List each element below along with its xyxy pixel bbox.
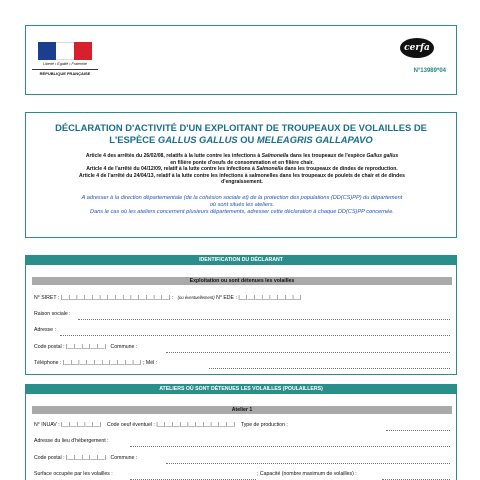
mel-field[interactable] [209, 368, 450, 369]
siret-input[interactable]: |__|__|__|__|__|__|__|__|__|__|__|__|__|__| [60, 295, 171, 301]
ede-input[interactable]: |__|__|__|__|__|__|__|__| [238, 295, 302, 301]
logo-motto: Liberté • Égalité • Fraternité [43, 62, 87, 66]
telephone-row: Téléphone : |__|__|__|__|__|__|__|__|__|__| ; Mél : [34, 360, 158, 366]
capacite-row: ; Capacité (nombre maximum de volailles) : [257, 471, 357, 477]
adresse-field[interactable] [60, 335, 450, 336]
submission-note: A adresser à la direction départementale (de la cohésion sociale et) de la protection des populations (DD(CS)PP) du département où sont situés les ateliers. Dans le cas où les ateliers concernent plusieurs départements, adresser cette déclaration à chaque DD(CS)PP concernée. [81, 195, 403, 216]
marianne-logo [32, 40, 98, 80]
article-line: d'engraissement. [221, 179, 263, 186]
article-line: Article 4 de l'arrêté du 24/04/13, relatif à la lutte contre les infections à salmonelles dans les troupeaux de poulets de chair et de dindes [79, 172, 405, 179]
code-postal-input[interactable]: |__|__|__|__|__| [66, 344, 107, 350]
adresse-hebergement-field[interactable] [130, 446, 450, 447]
raison-sociale-field[interactable] [78, 319, 450, 320]
atelier-subbar: Atelier 1 [32, 406, 452, 414]
article-line: Article 4 de l'arrêté du 04/12/09, relatif à la lutte contre les infections à Salmonella dans les troupeaux de dindes de reproduction. [86, 166, 398, 173]
inuav-row: N° INUAV : |__|__|__|__|__| Code oeuf éventuel : |__|__|__|__|__|__|__|__|__|__| Type de production : [34, 422, 288, 428]
cp-row: Code postal : |__|__|__|__|__| Commune : [34, 344, 138, 350]
raison-row: Raison sociale : [34, 311, 71, 317]
siret-row: N° SIRET : |__|__|__|__|__|__|__|__|__|__|__|__|__|__| : (ou éventuellement) N° EDE : |__|__|__|__|__|__|__|__| [34, 295, 302, 301]
code-oeuf-input[interactable]: |__|__|__|__|__|__|__|__|__|__| [156, 422, 236, 428]
inuav-input[interactable]: |__|__|__|__|__| [61, 422, 102, 428]
ateliers-section [25, 384, 457, 480]
french-flag-icon [38, 42, 92, 60]
type-production-field[interactable] [386, 430, 450, 431]
commune-field[interactable] [166, 352, 450, 353]
section-subbar: Exploitation ou sont détenues les volailles [32, 277, 452, 285]
adresse-row: Adresse : [34, 327, 56, 333]
title-box [25, 112, 457, 238]
form-title: DÉCLARATION D'ACTIVITÉ D'UN EXPLOITANT DE TROUPEAUX DE VOLAILLES DE L'ESPÈCE GALLUS GALLUS OU MELEAGRIS GALLAPAVO [55, 122, 427, 145]
section-banner: ATELIERS OÙ SONT DÉTENUES LES VOLAILLES (POULAILLERS) [26, 385, 456, 394]
section-banner: IDENTIFICATION DU DÉCLARANT [26, 256, 456, 265]
telephone-input[interactable]: |__|__|__|__|__|__|__|__|__|__| [62, 360, 142, 366]
legal-articles [46, 153, 438, 186]
atelier-cp-row: Code postal : |__|__|__|__|__| Commune : [34, 455, 138, 461]
logo-republic: RÉPUBLIQUE FRANÇAISE [32, 69, 98, 76]
form-number: N°13989*04 [413, 68, 446, 74]
surface-row: Surface occupée par les volailles : [34, 471, 113, 477]
identification-section [25, 255, 457, 375]
cerfa-logo: cerfa [400, 38, 434, 58]
article-line: en filière ponte d'oeufs de consommation et en filière chair. [170, 159, 314, 166]
atelier-code-postal-input[interactable]: |__|__|__|__|__| [66, 455, 107, 461]
article-line: Article 4 des arrêtés du 26/02/08, relatifs à la lutte contre les infections à Salmonella dans les troupeaux de l'espèce Gallus gallus [85, 153, 399, 159]
atelier-commune-field[interactable] [166, 463, 450, 464]
form-header [25, 25, 457, 95]
adresse-hebergement-row: Adresse du lieu d'hébergement : [34, 438, 109, 444]
